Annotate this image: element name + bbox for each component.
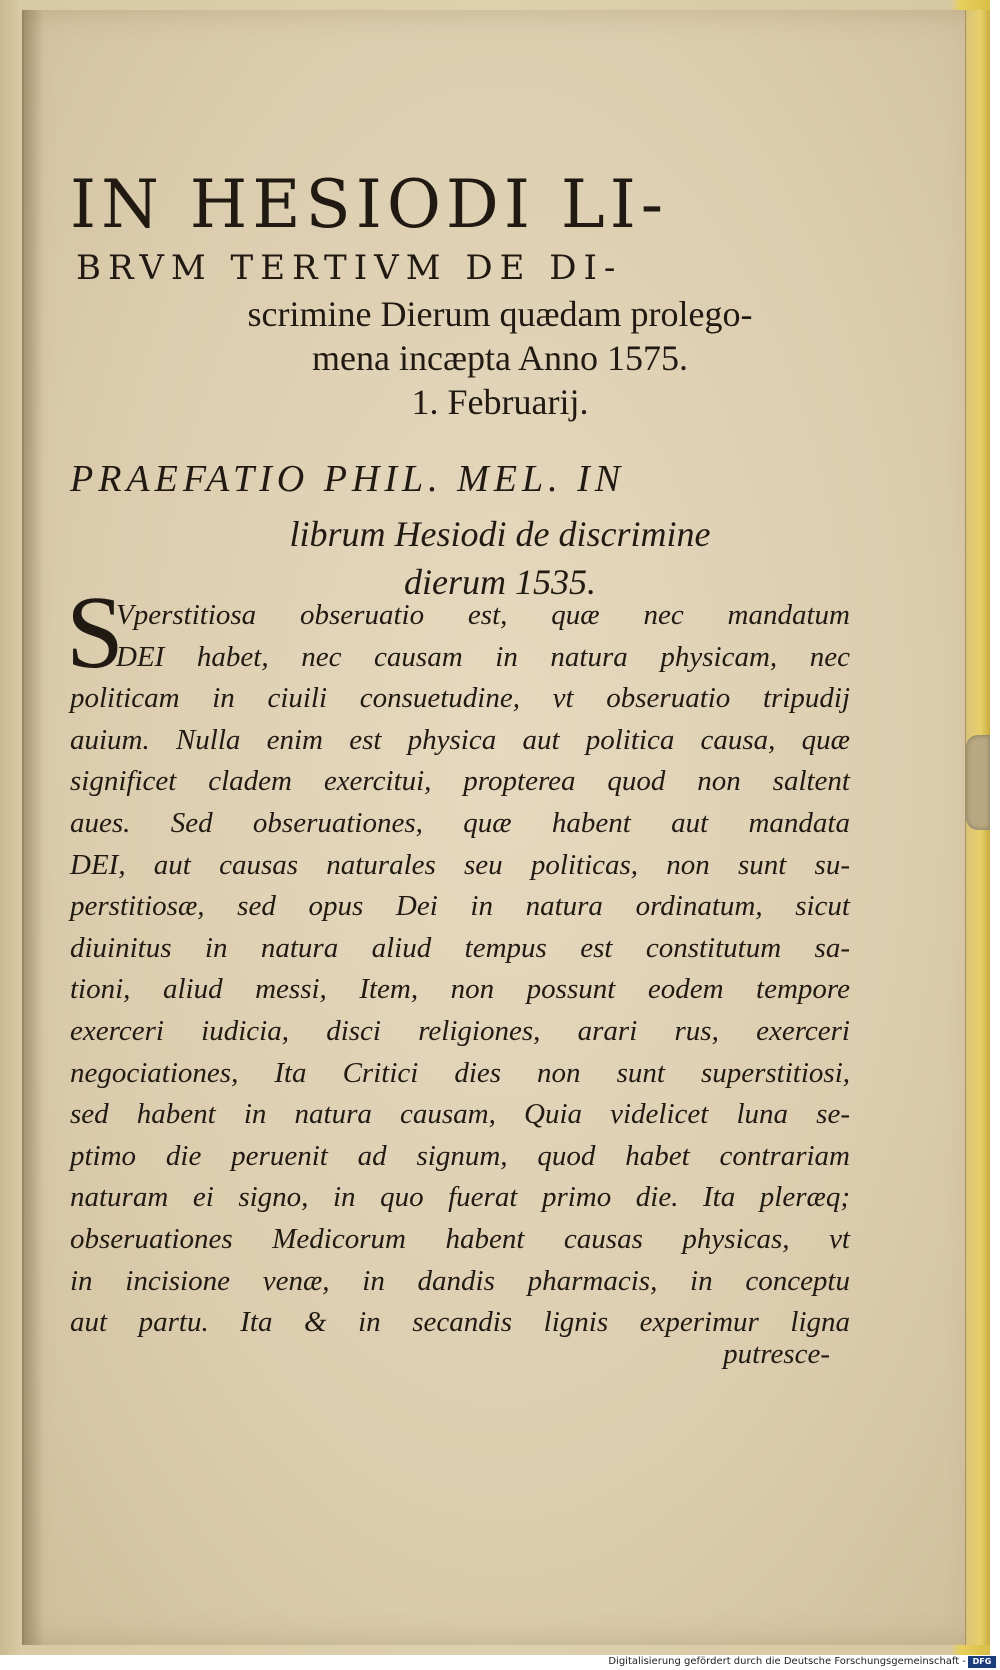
title-line-1: IN HESIODI LI-	[70, 166, 669, 243]
body-line: DEI, aut causas naturales seu politicas, non sunt su-	[70, 848, 850, 881]
body-line: sed habent in natura causam, Quia videlicet luna se-	[70, 1098, 850, 1131]
body-line: ptimo die peruenit ad signum, quod habet contrariam	[70, 1139, 850, 1172]
preface-subheading	[0, 510, 1000, 606]
preface-line-2: librum Hesiodi de discrimine	[289, 514, 711, 554]
catchword: putresce-	[723, 1338, 830, 1370]
funding-notice: Digitalisierung gefördert durch die Deutsche Forschungsgemeinschaft -	[608, 1656, 966, 1667]
body-line: aues. Sed obseruationes, quæ habent aut mandata	[70, 806, 850, 839]
body-line: obseruationes Medicorum habent causas physicas, vt	[70, 1222, 850, 1255]
body-line: negociationes, Ita Critici dies non sunt superstitiosi,	[70, 1056, 850, 1089]
title-line-5: 1. Februarij.	[411, 382, 589, 422]
dfg-logo[interactable]: DFG	[968, 1656, 996, 1668]
body-text	[70, 595, 850, 1344]
drop-cap: S	[66, 575, 124, 690]
preface-line-3: dierum 1535.	[404, 562, 596, 602]
body-line: auium. Nulla enim est physica aut politica causa, quæ	[70, 723, 850, 756]
title-lines-3-5	[0, 292, 1000, 424]
clasp-tab	[966, 735, 990, 830]
body-line: exerceri iudicia, disci religiones, arari rus, exerceri	[70, 1014, 850, 1047]
body-line: politicam in ciuili consuetudine, vt obseruatio tripudij	[70, 682, 850, 715]
gutter-shadow	[22, 10, 44, 1645]
body-line: DEI habet, nec causam in natura physicam, nec	[116, 640, 850, 673]
body-line: Vperstitiosa obseruatio est, quæ nec mandatum	[116, 599, 850, 631]
body-line: naturam ei signo, in quo fuerat primo die. Ita pleræq;	[70, 1181, 850, 1214]
preface-heading: PRAEFATIO PHIL. MEL. IN	[70, 458, 626, 500]
body-line: perstitiosæ, sed opus Dei in natura ordinatum, sicut	[70, 890, 850, 923]
body-line: tioni, aliud messi, Item, non possunt eodem tempore	[70, 973, 850, 1006]
title-line-3: scrimine Dierum quædam prolego-	[247, 294, 753, 334]
title-line-4: mena incæpta Anno 1575.	[312, 338, 688, 378]
body-line: aut partu. Ita & in secandis lignis experimur ligna	[70, 1306, 850, 1339]
title-line-2: BRVM TERTIVM DE DI-	[76, 248, 623, 288]
body-line: in incisione venæ, in dandis pharmacis, in conceptu	[70, 1264, 850, 1297]
body-line: significet cladem exercitui, propterea quod non saltent	[70, 765, 850, 798]
body-line: diuinitus in natura aliud tempus est constitutum sa-	[70, 931, 850, 964]
